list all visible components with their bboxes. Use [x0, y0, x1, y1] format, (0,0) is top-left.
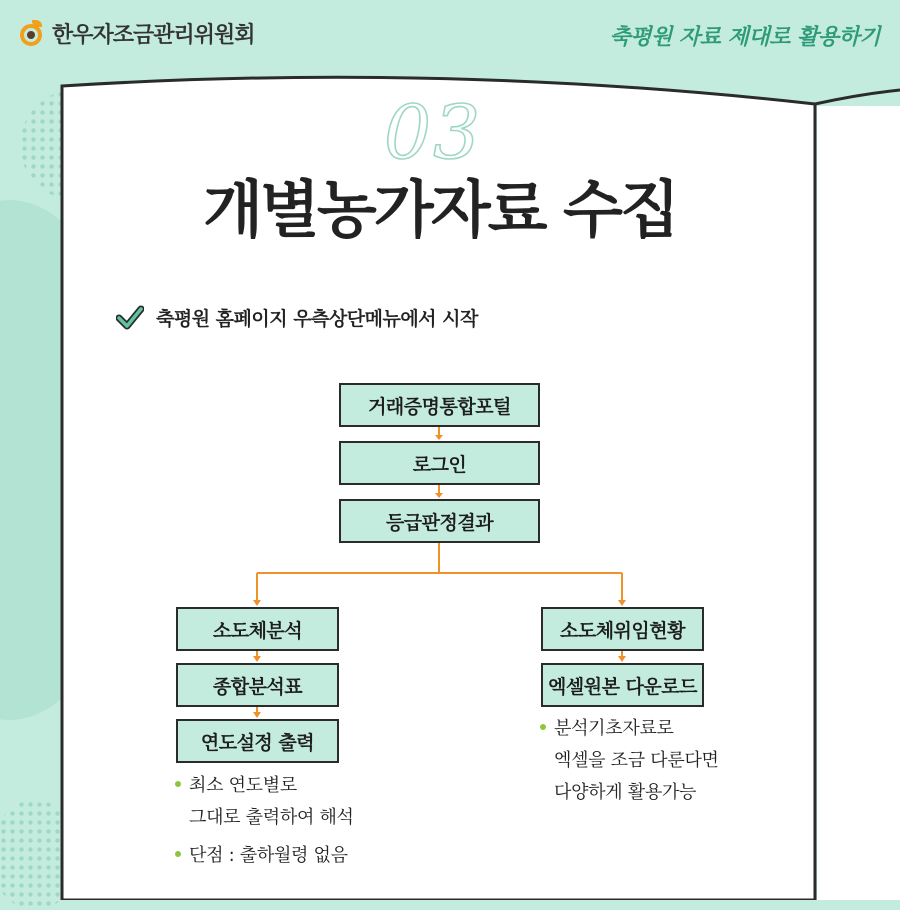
flow-box-excel-download: 엑셀원본 다운로드 [541, 663, 704, 707]
note-text: 다양하게 활용가능 [554, 782, 697, 803]
page-title: 개별농가자료 수집 [203, 173, 677, 246]
header-title: 축평원 자료 제대로 활용하기 [609, 25, 880, 50]
flow-box-portal: 거래증명통합포털 [339, 383, 540, 427]
bullet-icon [540, 724, 546, 730]
flow-box-login: 로그인 [339, 441, 540, 485]
note-text: 분석기초자료로 [554, 718, 674, 739]
section-number: 03 [384, 90, 483, 176]
flow-box-summary-table: 종합분석표 [176, 663, 339, 707]
note-left-2 [175, 840, 348, 872]
note-text: 단점 : 출하월령 없음 [189, 845, 348, 866]
flow-box-yearly-print: 연도설정 출력 [176, 719, 339, 763]
logo-text: 한우자조금관리위원회 [52, 23, 255, 48]
note-text: 최소 연도별로 [189, 775, 297, 796]
note-text: 그대로 출력하여 해석 [189, 807, 354, 828]
note-text: 엑셀을 조금 다룬다면 [554, 750, 719, 771]
intro-text: 축평원 홈페이지 우측상단메뉴에서 시작 [156, 307, 478, 330]
intro-row [116, 303, 478, 331]
flow-box-carcass-delegation: 소도체위임현황 [541, 607, 704, 651]
note-right-1 [540, 713, 719, 809]
flow-box-carcass-analysis: 소도체분석 [176, 607, 339, 651]
bullet-icon [175, 781, 181, 787]
flow-box-grading-results: 등급판정결과 [339, 499, 540, 543]
bullet-icon [175, 851, 181, 857]
check-icon [116, 303, 144, 331]
note-left-1 [175, 770, 354, 834]
